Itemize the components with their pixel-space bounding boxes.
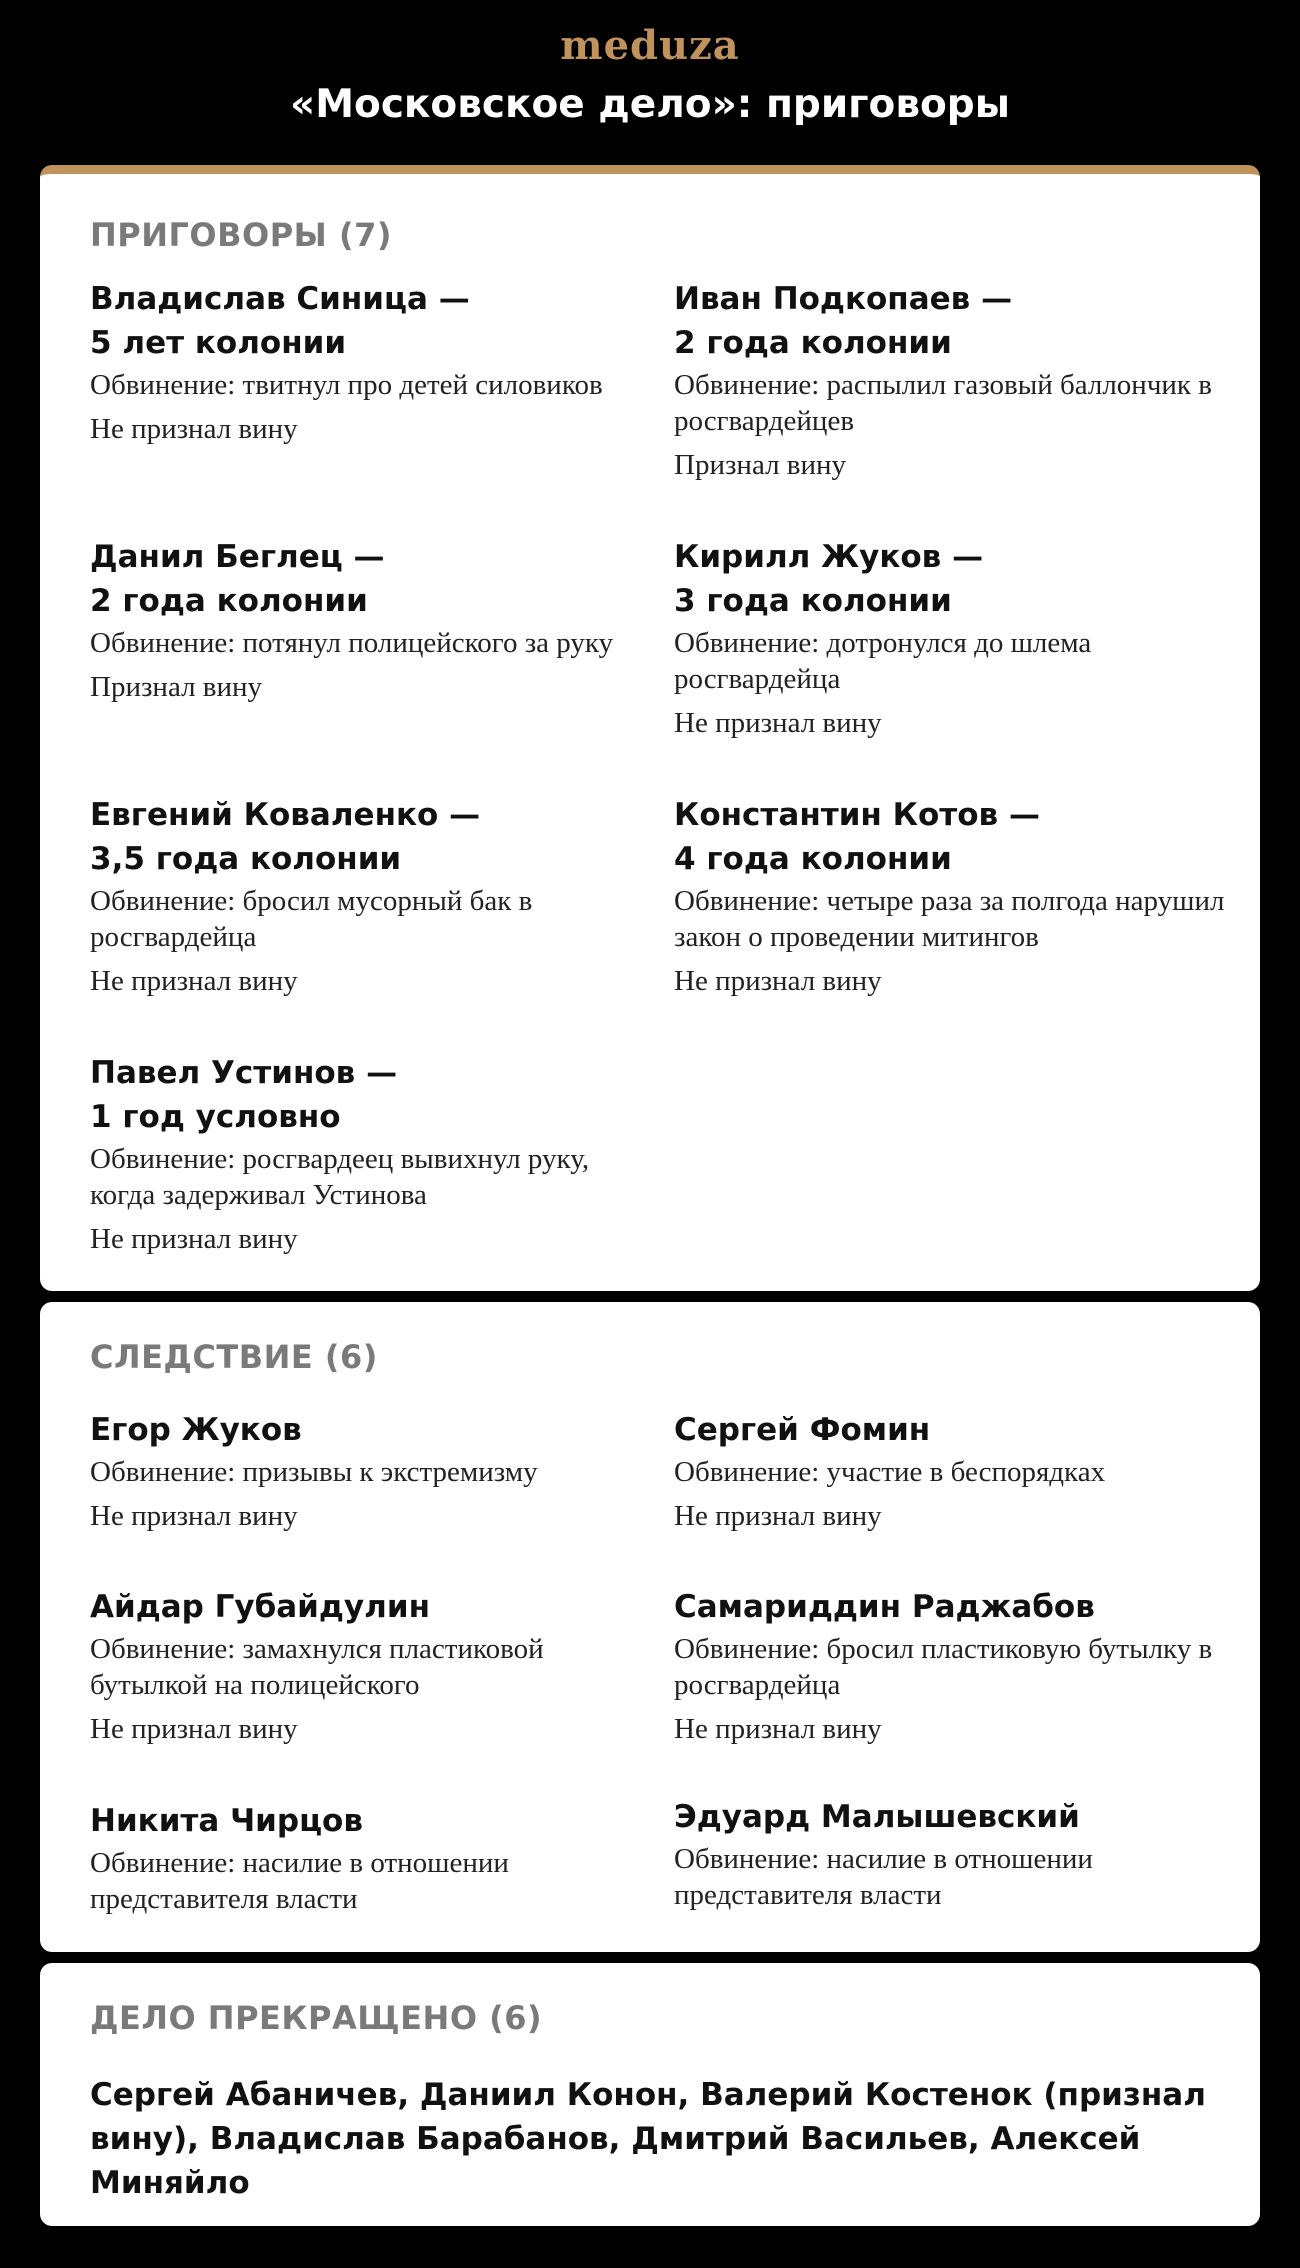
charge: Обвинение: призывы к экстремизму <box>90 1456 538 1488</box>
charge: Обвинение: насилие в отношении представителя власти <box>90 1847 509 1915</box>
page-title: «Московское дело»: приговоры <box>290 82 1010 127</box>
verdicts-card <box>40 165 1260 1291</box>
plea: Не признал вину <box>90 1713 298 1745</box>
verdicts-heading: ПРИГОВОРЫ (7) <box>90 216 392 254</box>
sentence: 4 года колонии <box>674 841 952 877</box>
charge: Обвинение: росгвардеец вывихнул руку, когда задерживал Устинова <box>90 1143 590 1211</box>
defendant-name: Сергей Фомин <box>674 1412 931 1448</box>
verdict-entry <box>90 1051 630 1257</box>
defendant-name: Владислав Синица — <box>90 281 470 317</box>
plea: Не признал вину <box>674 707 882 739</box>
case-closed-card <box>40 1963 1260 2226</box>
charge: Обвинение: дотронулся до шлема росгвардейца <box>674 627 1092 695</box>
investigation-card <box>40 1302 1260 1952</box>
defendant-name: Айдар Губайдулин <box>90 1589 430 1625</box>
sentence: 5 лет колонии <box>90 325 347 361</box>
investigation-entry <box>90 1799 630 1917</box>
defendant-name: Самариддин Раджабов <box>674 1589 1095 1625</box>
verdict-entry <box>674 277 1214 483</box>
investigation-entry <box>90 1408 630 1534</box>
defendant-name: Егор Жуков <box>90 1412 302 1448</box>
plea: Не признал вину <box>90 1223 298 1255</box>
charge: Обвинение: потянул полицейского за руку <box>90 627 614 659</box>
defendant-name: Иван Подкопаев — <box>674 281 1013 317</box>
case-closed-names: Сергей Абаничев, Даниил Конон, Валерий Костенок (признал вину), Владислав Барабанов, Дмитрий Васильев, Алексей Миняйло <box>90 2077 1206 2201</box>
investigation-heading: СЛЕДСТВИЕ (6) <box>90 1338 378 1376</box>
sentence: 3,5 года колонии <box>90 841 402 877</box>
defendant-name: Евгений Коваленко — <box>90 797 481 833</box>
charge: Обвинение: насилие в отношении представителя власти <box>674 1843 1093 1911</box>
defendant-name: Павел Устинов — <box>90 1055 398 1091</box>
verdict-entry <box>674 793 1234 999</box>
logo: meduza <box>560 22 740 69</box>
sentence: 1 год условно <box>90 1099 341 1135</box>
charge: Обвинение: бросил пластиковую бутылку в росгвардейца <box>674 1633 1213 1701</box>
verdict-entry <box>90 793 630 999</box>
plea: Не признал вину <box>674 1500 882 1532</box>
verdict-entry <box>90 277 630 447</box>
plea: Признал вину <box>90 671 263 703</box>
case-closed-heading: ДЕЛО ПРЕКРАЩЕНО (6) <box>90 1999 543 2037</box>
charge: Обвинение: твитнул про детей силовиков <box>90 369 603 401</box>
charge: Обвинение: бросил мусорный бак в росгвардейца <box>90 885 533 953</box>
defendant-name: Константин Котов — <box>674 797 1040 833</box>
sentence: 2 года колонии <box>674 325 952 361</box>
sentence: 3 года колонии <box>674 583 952 619</box>
charge: Обвинение: замахнулся пластиковой бутылкой на полицейского <box>90 1633 544 1701</box>
defendant-name: Данил Беглец — <box>90 539 385 575</box>
plea: Не признал вину <box>674 965 882 997</box>
plea: Не признал вину <box>90 965 298 997</box>
investigation-entry <box>90 1585 630 1747</box>
sentence: 2 года колонии <box>90 583 368 619</box>
plea: Не признал вину <box>674 1713 882 1745</box>
charge: Обвинение: четыре раза за полгода нарушил закон о проведении митингов <box>674 885 1225 953</box>
plea: Не признал вину <box>90 1500 298 1532</box>
defendant-name: Никита Чирцов <box>90 1803 363 1839</box>
verdict-entry <box>674 535 1214 741</box>
charge: Обвинение: распылил газовый баллончик в росгвардейцев <box>674 369 1212 437</box>
verdict-entry <box>90 535 630 705</box>
defendant-name: Кирилл Жуков — <box>674 539 984 575</box>
investigation-entry <box>674 1795 1214 1913</box>
defendant-name: Эдуард Малышевский <box>674 1799 1080 1835</box>
investigation-entry <box>674 1408 1214 1534</box>
plea: Не признал вину <box>90 413 298 445</box>
charge: Обвинение: участие в беспорядках <box>674 1456 1106 1488</box>
plea: Признал вину <box>674 449 847 481</box>
investigation-entry <box>674 1585 1214 1747</box>
